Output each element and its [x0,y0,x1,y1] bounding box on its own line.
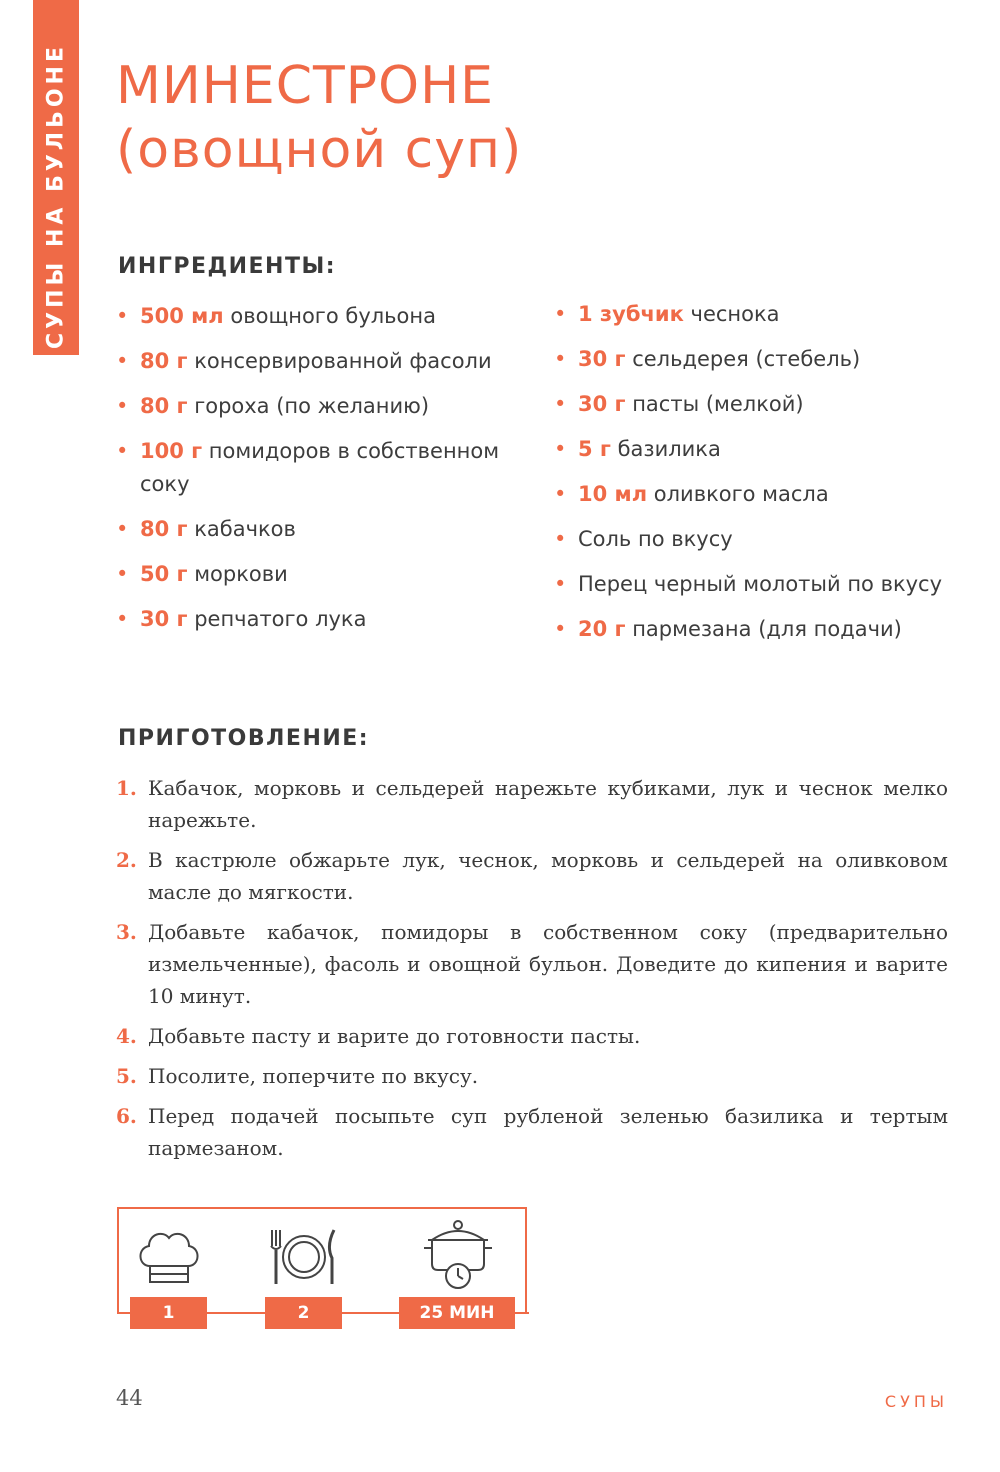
ingredients-list-left [116,300,516,648]
step-item [116,844,948,908]
step-number: 2. [116,848,137,872]
pot-timer-icon [422,1218,494,1292]
step-item [116,916,948,1012]
recipe-title-main: МИНЕСТРОНЕ [116,56,495,116]
ingredient-name: помидоров в собственном соку [140,439,500,496]
bullet-icon: • [554,527,567,551]
bullet-icon: • [554,437,567,461]
step-text: Посолите, поперчите по вкусу. [148,1064,479,1088]
ingredient-quantity: 30 г [578,347,626,371]
bullet-icon: • [554,617,567,641]
step-text: Добавьте пасту и варите до готовности пасты. [148,1024,641,1048]
step-item [116,1100,948,1164]
chef-hat-icon [134,1226,204,1290]
ingredient-name: консервированной фасоли [187,349,492,373]
step-number: 5. [116,1064,137,1088]
ingredient-name: пасты (мелкой) [625,392,804,416]
ingredient-item [116,345,516,378]
bullet-icon: • [116,394,129,418]
ingredient-item [554,298,954,331]
ingredient-name: кабачков [187,517,296,541]
ingredient-item [554,568,954,601]
ingredient-quantity: 80 г [140,394,188,418]
step-number: 4. [116,1024,137,1048]
bullet-icon: • [554,302,567,326]
preparation-heading: ПРИГОТОВЛЕНИЕ: [118,726,370,751]
step-item [116,772,948,836]
bullet-icon: • [116,517,129,541]
ingredient-name: Соль по вкусу [578,527,733,551]
ingredient-item [554,433,954,466]
ingredient-item [116,435,516,501]
ingredient-item [554,613,954,646]
ingredient-item [116,300,516,333]
ingredient-quantity: 5 г [578,437,611,461]
ingredient-item [116,603,516,636]
ingredient-quantity: 500 мл [140,304,224,328]
page-number: 44 [116,1386,143,1410]
ingredient-quantity: 20 г [578,617,626,641]
ingredient-quantity: 30 г [140,607,188,631]
bullet-icon: • [554,482,567,506]
recipe-title-subtitle: (овощной суп) [116,120,523,180]
ingredient-quantity: 30 г [578,392,626,416]
bullet-icon: • [116,304,129,328]
ingredient-item [116,513,516,546]
step-number: 6. [116,1104,137,1128]
step-number: 1. [116,776,137,800]
ingredient-name: моркови [187,562,288,586]
plate-cutlery-icon [264,1224,344,1290]
side-tab-label: СУПЫ НА БУЛЬОНЕ [43,43,69,349]
ingredient-name: оливкого масла [647,482,829,506]
step-text: Добавьте кабачок, помидоры в собственном соку (предварительно измельченные), фасоль и овощной бульон. Доведите до кипения и варите 10 минут. [148,920,948,1008]
ingredient-name: овощного бульона [223,304,436,328]
bullet-icon: • [116,349,129,373]
difficulty-badge: 1 [130,1297,207,1329]
info-box-divider [117,1312,130,1314]
step-number: 3. [116,920,137,944]
ingredient-name: сельдерея (стебель) [625,347,861,371]
ingredients-list-right [554,298,954,658]
ingredient-quantity: 1 зубчик [578,302,684,326]
bullet-icon: • [116,562,129,586]
ingredient-quantity: 80 г [140,517,188,541]
preparation-steps [116,772,948,1172]
bullet-icon: • [554,392,567,416]
servings-badge: 2 [265,1297,342,1329]
ingredient-quantity: 10 мл [578,482,648,506]
bullet-icon: • [554,572,567,596]
step-item [116,1020,948,1052]
ingredient-name: базилика [610,437,721,461]
info-box-divider [207,1312,265,1314]
recipe-title [116,54,522,182]
ingredient-name: чеснока [683,302,780,326]
ingredient-item [116,390,516,423]
ingredient-quantity: 80 г [140,349,188,373]
ingredient-item [554,343,954,376]
ingredient-quantity: 100 г [140,439,203,463]
bullet-icon: • [554,347,567,371]
ingredient-item [554,478,954,511]
ingredient-item [554,523,954,556]
ingredient-name: Перец черный молотый по вкусу [578,572,943,596]
section-label: СУПЫ [884,1392,948,1411]
bullet-icon: • [116,607,129,631]
ingredient-quantity: 50 г [140,562,188,586]
info-box-divider [515,1312,529,1314]
time-badge: 25 МИН [399,1297,515,1329]
ingredients-heading: ИНГРЕДИЕНТЫ: [118,254,337,279]
step-text: Перед подачей посыпьте суп рубленой зеленью базилика и тертым пармезаном. [148,1104,948,1160]
bullet-icon: • [116,439,129,463]
ingredient-name: репчатого лука [187,607,367,631]
ingredient-name: гороха (по желанию) [187,394,430,418]
step-text: В кастрюле обжарьте лук, чеснок, морковь и сельдерей на оливковом масле до мягкости. [148,848,948,904]
step-text: Кабачок, морковь и сельдерей нарежьте кубиками, лук и чеснок мелко нарежьте. [148,776,948,832]
ingredient-item [554,388,954,421]
step-item [116,1060,948,1092]
info-box-divider [342,1312,399,1314]
ingredient-item [116,558,516,591]
ingredient-name: пармезана (для подачи) [625,617,902,641]
side-tab [33,0,79,355]
